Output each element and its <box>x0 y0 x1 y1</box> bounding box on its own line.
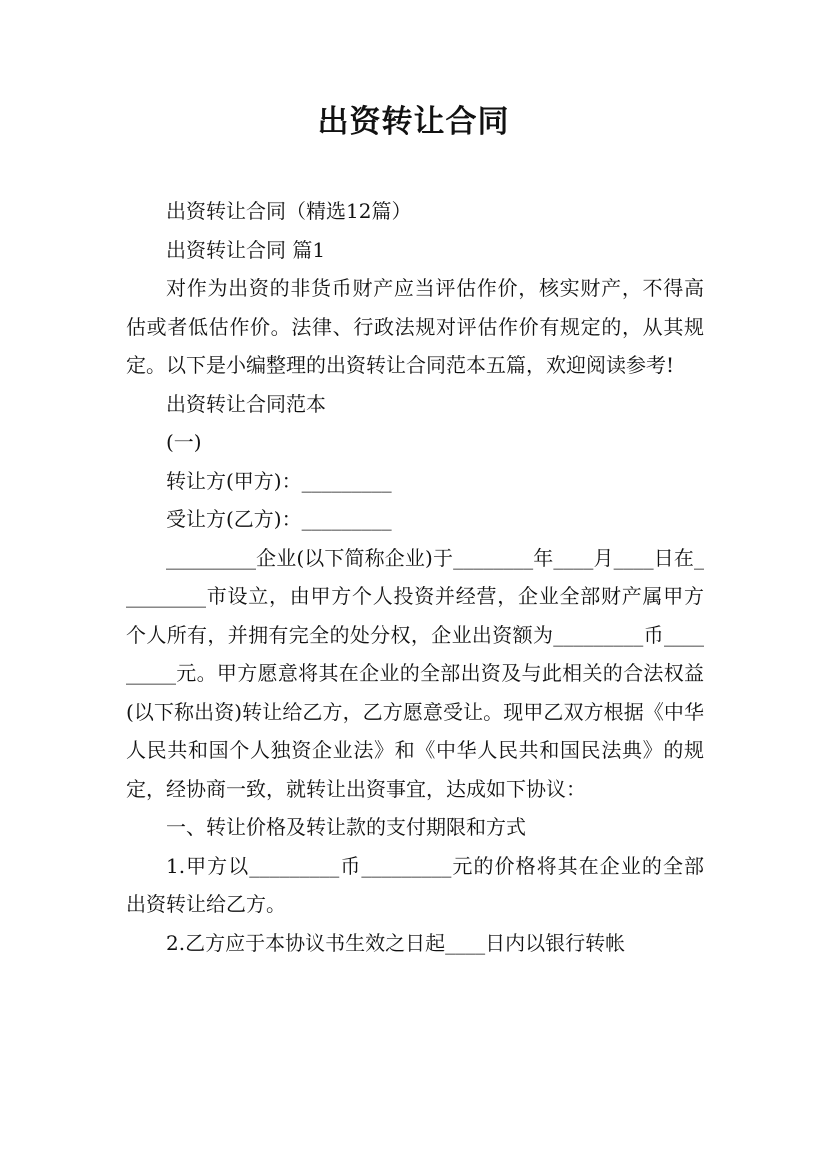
paragraph-clause-heading: 一、转让价格及转让款的支付期限和方式 <box>166 815 526 839</box>
paragraph-template-number: (一) <box>166 430 202 454</box>
document-title: 出资转让合同 <box>317 104 510 140</box>
paragraph-intro: 对作为出资的非货币财产应当评估作价，核实财产，不得高估或者低估作价。法律、行政法规对评估作价有规定的，从其规定。以下是小编整理的出资转让合同范本五篇，欢迎阅读参考! <box>126 276 704 377</box>
document-body <box>126 192 704 962</box>
paragraph-template-title: 出资转让合同范本 <box>166 391 326 416</box>
paragraph-transferee: 受让方(乙方)：_________ <box>166 507 392 531</box>
paragraph-subtitle: 出资转让合同（精选12篇） <box>166 199 412 223</box>
paragraph-clause-2: 2.乙方应于本协议书生效之日起____日内以银行转帐 <box>166 930 626 955</box>
paragraph-clause-1: 1.甲方以_________币_________元的价格将其在企业的全部出资转让给乙方。 <box>126 853 704 916</box>
paragraph-transferor: 转让方(甲方)：_________ <box>166 468 392 493</box>
paragraph-section-heading: 出资转让合同 篇1 <box>166 237 326 262</box>
paragraph-preamble: _________企业(以下简称企业)于________年____月____日在_________市设立，由甲方个人投资并经营，企业全部财产属甲方个人所有，并拥有完全的处分权，企业出资额为_________币_________元。甲方愿意将其在企业的全部出资及与此相关的合法权益(以下称出资)转让给乙方，乙方愿意受让。现甲乙双方根据《中华人民共和国个人独资企业法》和《中华人民共和国民法典》的规定，经协商一致，就转让出资事宜，达成如下协议： <box>126 545 704 801</box>
